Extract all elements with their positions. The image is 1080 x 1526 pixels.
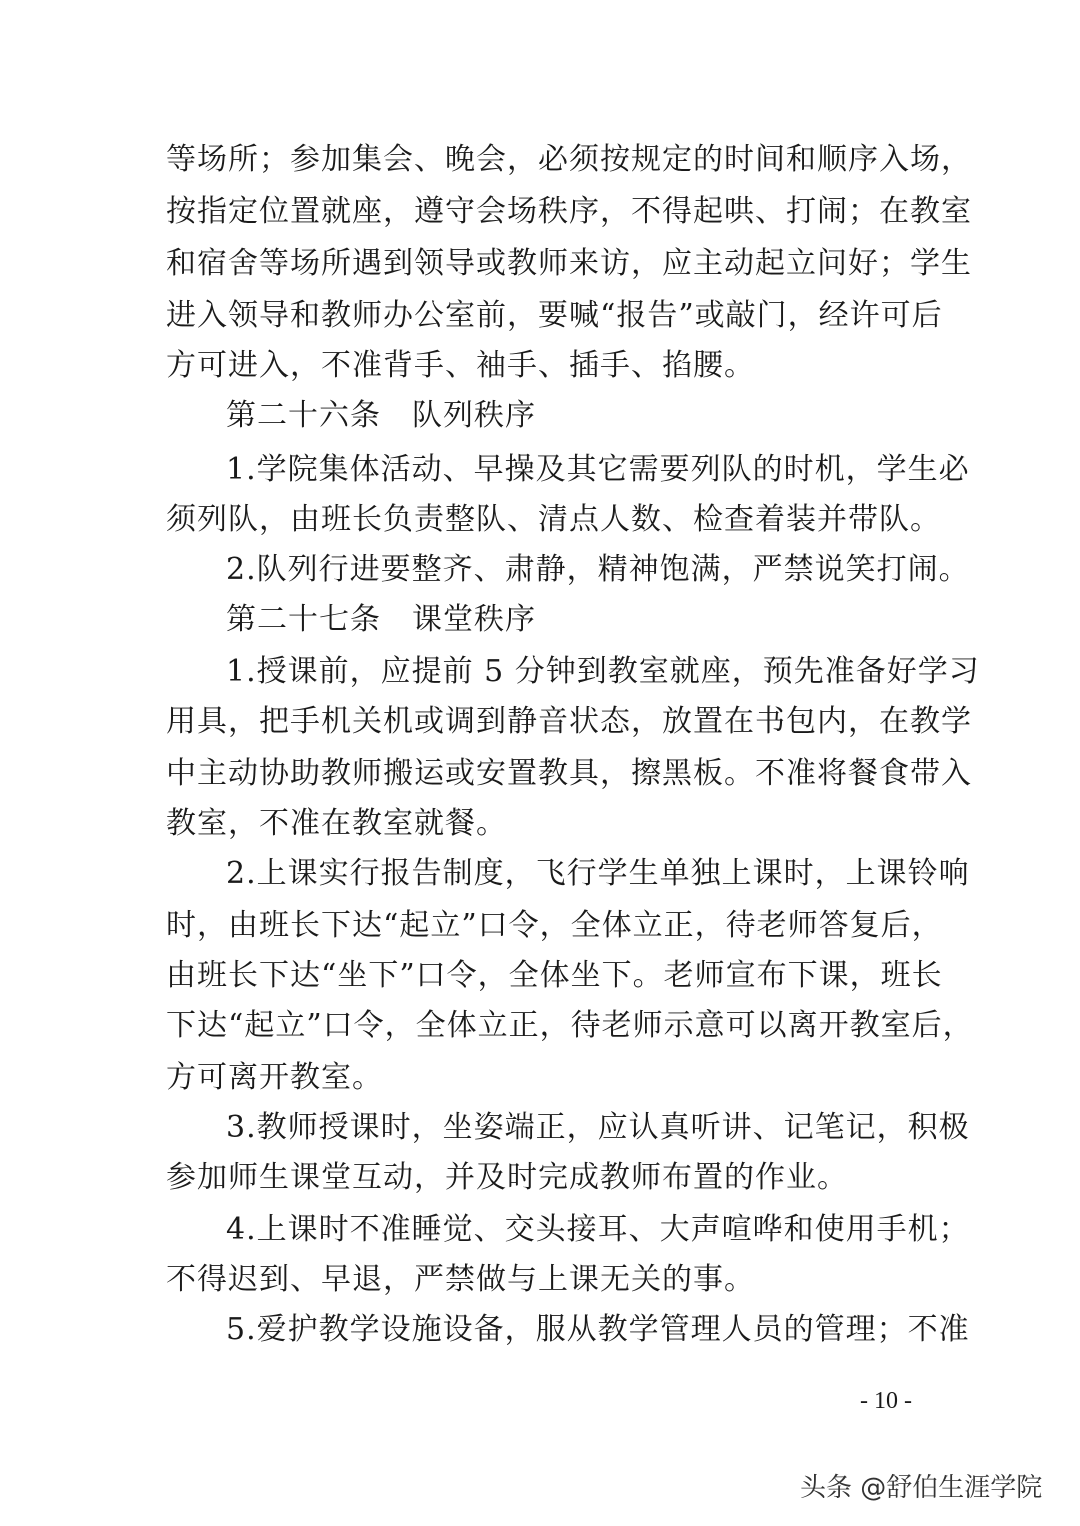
text-line: 须列队，由班长负责整队、清点人数、检查着装并带队。 [166,502,941,537]
text-line: 等场所；参加集会、晚会，必须按规定的时间和顺序入场， [166,142,972,177]
text-line: 2.上课实行报告制度，飞行学生单独上课时，上课铃响 [226,856,970,891]
text-line: 方可离开教室。 [166,1060,383,1095]
text-line: 参加师生课堂互动，并及时完成教师布置的作业。 [166,1160,848,1195]
text-line: 由班长下达“坐下”口令，全体坐下。老师宣布下课，班长 [166,958,943,993]
text-line: 不得迟到、早退，严禁做与上课无关的事。 [166,1262,755,1297]
text-line: 3.教师授课时，坐姿端正，应认真听讲、记笔记，积极 [226,1110,970,1145]
text-line: 进入领导和教师办公室前，要喊“报告”或敲门，经许可后 [166,298,943,333]
text-line: 1.授课前，应提前 5 分钟到教室就座，预先准备好学习 [226,654,980,689]
text-line: 和宿舍等场所遇到领导或教师来访，应主动起立问好；学生 [166,246,972,281]
text-line: 4.上课时不准睡觉、交头接耳、大声喧哗和使用手机； [226,1212,970,1247]
text-line: 2.队列行进要整齐、肃静，精神饱满，严禁说笑打闹。 [226,552,970,587]
text-line: 教室，不准在教室就餐。 [166,806,507,841]
text-line: 1.学院集体活动、早操及其它需要列队的时机，学生必 [226,452,970,487]
text-line: 方可进入，不准背手、袖手、插手、掐腰。 [166,348,755,383]
text-line: 用具，把手机关机或调到静音状态，放置在书包内，在教学 [166,704,972,739]
text-line: 中主动协助教师搬运或安置教具，擦黑板。不准将餐食带入 [166,756,972,791]
text-line: 按指定位置就座，遵守会场秩序，不得起哄、打闹；在教室 [166,194,972,229]
page-number: - 10 - [860,1388,912,1414]
article-heading: 第二十七条 课堂秩序 [226,602,536,637]
text-line: 下达“起立”口令，全体立正，待老师示意可以离开教室后， [166,1008,974,1043]
text-line: 时，由班长下达“起立”口令，全体立正，待老师答复后， [166,908,943,943]
article-heading: 第二十六条 队列秩序 [226,398,536,433]
text-line: 5.爱护教学设施设备，服从教学管理人员的管理；不准 [226,1312,970,1347]
watermark: 头条 @舒伯生涯学院 [800,1473,1043,1503]
